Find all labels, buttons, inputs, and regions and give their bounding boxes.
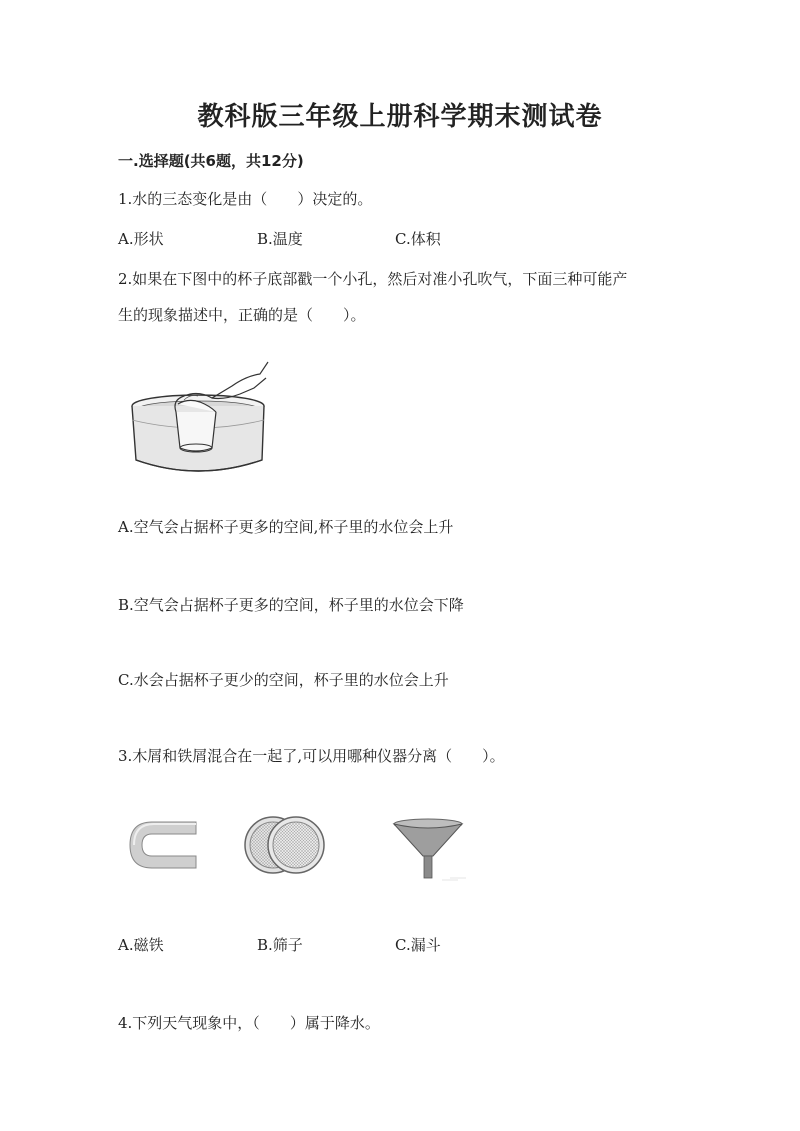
q1-option-c[interactable]: C.体积 xyxy=(395,230,441,248)
question-2-text-line2: 生的现象描述中，正确的是（ ）。 xyxy=(118,306,366,324)
cup-in-basin-illustration xyxy=(128,360,273,475)
q2-option-c[interactable]: C.水会占据杯子更少的空间，杯子里的水位会上升 xyxy=(118,671,449,689)
q2-option-a[interactable]: A.空气会占据杯子更多的空间,杯子里的水位会上升 xyxy=(118,518,454,536)
q3-option-c[interactable]: C.漏斗 xyxy=(395,936,441,954)
question-3-text: 3.木屑和铁屑混合在一起了,可以用哪种仪器分离（ ）。 xyxy=(118,747,505,765)
funnel-image xyxy=(392,818,472,890)
page-title: 教科版三年级上册科学期末测试卷 xyxy=(197,102,603,132)
section-heading: 一.选择题(共6题，共12分) xyxy=(118,152,304,170)
q2-option-b[interactable]: B.空气会占据杯子更多的空间，杯子里的水位会下降 xyxy=(118,596,464,614)
q1-option-b[interactable]: B.温度 xyxy=(257,230,303,248)
q3-option-b[interactable]: B.筛子 xyxy=(257,936,303,954)
sieve-image xyxy=(242,812,328,878)
q3-option-a[interactable]: A.磁铁 xyxy=(118,936,164,954)
question-2-text-line1: 2.如果在下图中的杯子底部戳一个小孔，然后对准小孔吹气，下面三种可能产 xyxy=(118,270,628,288)
question-1-text: 1.水的三态变化是由（ ）决定的。 xyxy=(118,190,373,208)
q1-option-a[interactable]: A.形状 xyxy=(118,230,164,248)
question-4-text: 4.下列天气现象中，（ ）属于降水。 xyxy=(118,1014,380,1032)
magnet-image xyxy=(126,818,198,872)
